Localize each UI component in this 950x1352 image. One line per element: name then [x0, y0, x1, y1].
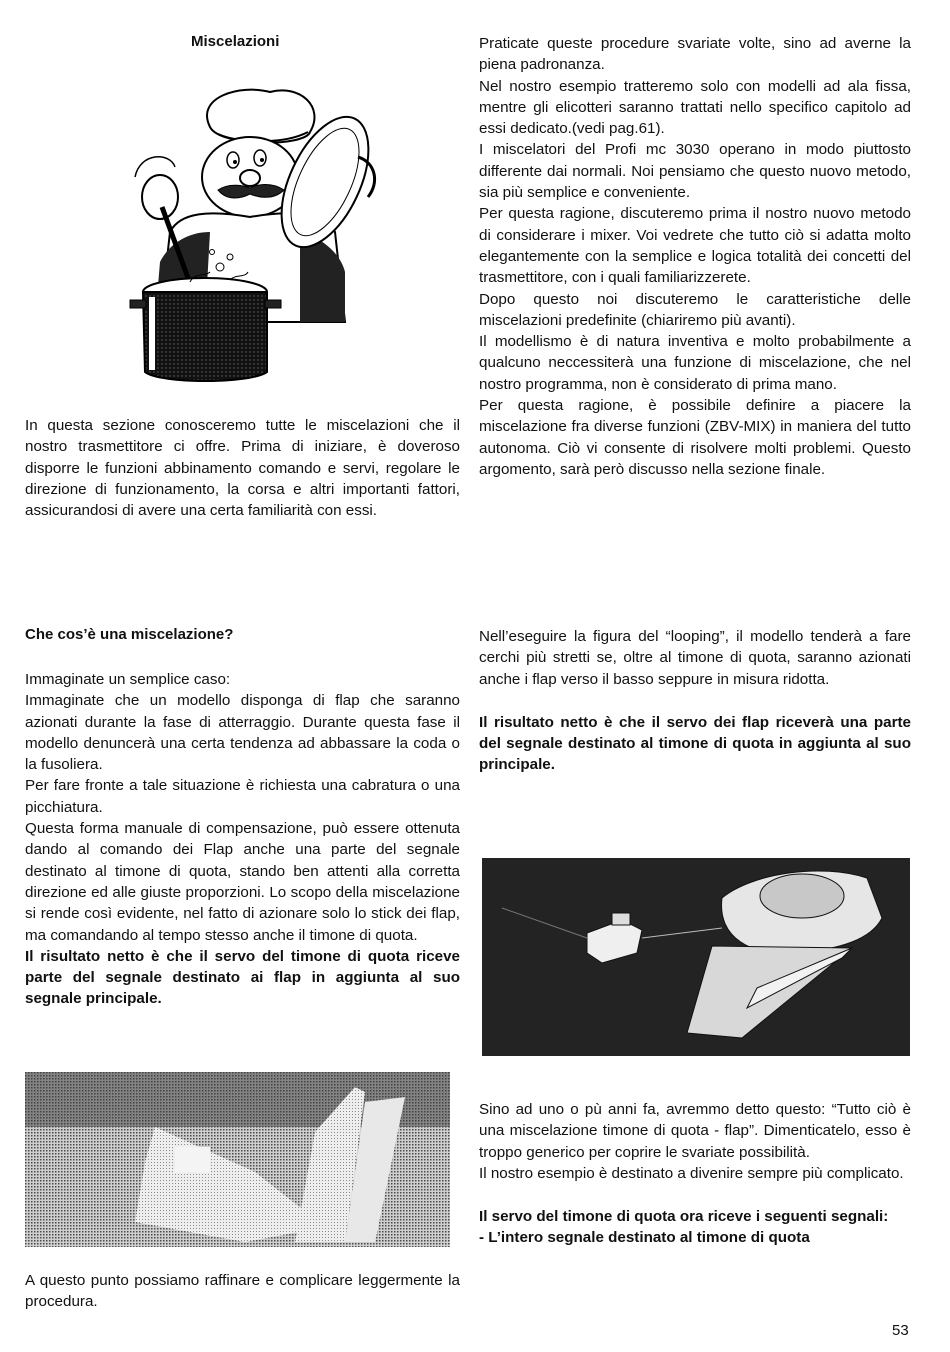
section-heading: Che cos’è una miscelazione? — [25, 626, 234, 643]
page-number: 53 — [892, 1322, 909, 1339]
final-list-item: - L’intero segnale destinato al timone di quota — [479, 1229, 810, 1247]
chef-cooking-illustration — [100, 82, 400, 387]
looping-paragraph: Nell’eseguire la figura del “looping”, il modello tenderà a fare cerchi più stretti se, oltre al timone di quota, saranno azionati anche i flap verso il basso seppure in misura ridotta. — [479, 628, 911, 688]
page-title: Miscelazioni — [191, 33, 280, 50]
right-paragraph: Praticate queste procedure svariate volte, sino ad averne la piena padronanza. — [479, 35, 911, 74]
right-paragraph: Nel nostro esempio tratteremo solo con modelli ad ala fissa, mentre gli elicotteri saranno trattati nello specifico capitolo ad essi dedicato.(vedi pag.61). — [479, 77, 911, 138]
looping-bold-conclusion: Il risultato netto è che il servo dei flap riceverà una parte del segnale destinato al timone di quota in aggiunta al suo principale. — [479, 713, 911, 774]
right-paragraph: Il modellismo è di natura inventiva e molto probabilmente a qualcuno neccessiterà una funzione di miscelazione, che nel nostro programma, non è considerato di prima mano. — [479, 333, 911, 393]
past-paragraph: Il nostro esempio è destinato a divenire sempre più complicato. — [479, 1164, 904, 1182]
section-paragraph: Per fare fronte a tale situazione è richiesta una cabratura o una picchiatura. — [25, 777, 460, 816]
looping-text — [479, 626, 911, 776]
section-bold-conclusion: Il risultato netto è che il servo del timone di quota riceve parte del segnale destinato ai flap in aggiunta al suo segnale principale. — [25, 947, 460, 1008]
past-paragraph: Sino ad uno o pù anni fa, avremmo detto questo: “Tutto ciò è una miscelazione timone di quota - flap”. Dimenticatelo, esso è troppo generico per coprire le svariate possibilità. — [479, 1101, 911, 1161]
model-servo-photo — [482, 858, 910, 1056]
right-paragraph: Per questa ragione, è possibile definire a piacere la miscelazione fra diverse funzioni (ZBV-MIX) in maniera del tutto autonoma. Ciò vi consente di risolvere molti problemi. Questo argomento, sarà però discusso nella sezione finale. — [479, 397, 911, 478]
final-bold-statement: Il servo del timone di quota ora riceve i seguenti segnali: — [479, 1208, 889, 1226]
intro-paragraph: In questa sezione conosceremo tutte le miscelazioni che il nostro trasmettitore ci offre. Prima di iniziare, è doveroso disporre le funzioni abbinamento comando e servi, regolare le direzione di funzionamento, la corsa e altri importanti fattori, assicurandosi di avere una certa familiarità con essi. — [25, 417, 460, 520]
right-paragraph: I miscelatori del Profi mc 3030 operano in modo piuttosto differente dai normali. Noi pensiamo che questo nuovo metodo, sia più semplice e conveniente. — [479, 141, 911, 202]
section-body — [25, 669, 460, 1010]
past-text — [479, 1099, 911, 1249]
section-paragraph: Immaginate che un modello disponga di flap che saranno azionati durante la fase di atterraggio. Durante questa fase il modello denuncerà una certa tendenza ad abbassare la coda o la fusoliera. — [25, 692, 460, 774]
right-paragraph: Dopo questo noi discuteremo le caratteristiche delle miscelazioni predefinite (chiariremo più avanti). — [479, 290, 911, 329]
right-paragraph: Per questa ragione, discuteremo prima il nostro nuovo metodo di considerare i mixer. Voi vedrete che tutto ciò si adatta molto elegantemente con la semplice e logica totalità dei concetti del trasmettitore, con i quali familiarizzerete. — [479, 205, 911, 287]
final-left-paragraph: A questo punto possiamo raffinare e complicare leggermente la procedura. — [25, 1272, 460, 1311]
wing-flap-photo — [25, 1072, 450, 1247]
section-paragraph: Immaginate un semplice caso: — [25, 671, 231, 688]
right-top-text — [479, 33, 911, 480]
section-paragraph: Questa forma manuale di compensazione, può essere ottenuta dando al comando dei Flap anche una parte del segnale destinato al timone di quota, stando ben attenti alla corretta direzione ed alle giuste proporzioni. Lo scopo della miscelazione si rende così evidente, nel fatto di azionare solo lo stick dei flap, ma comandando al tempo stesso anche il timone di quota. — [25, 820, 460, 944]
